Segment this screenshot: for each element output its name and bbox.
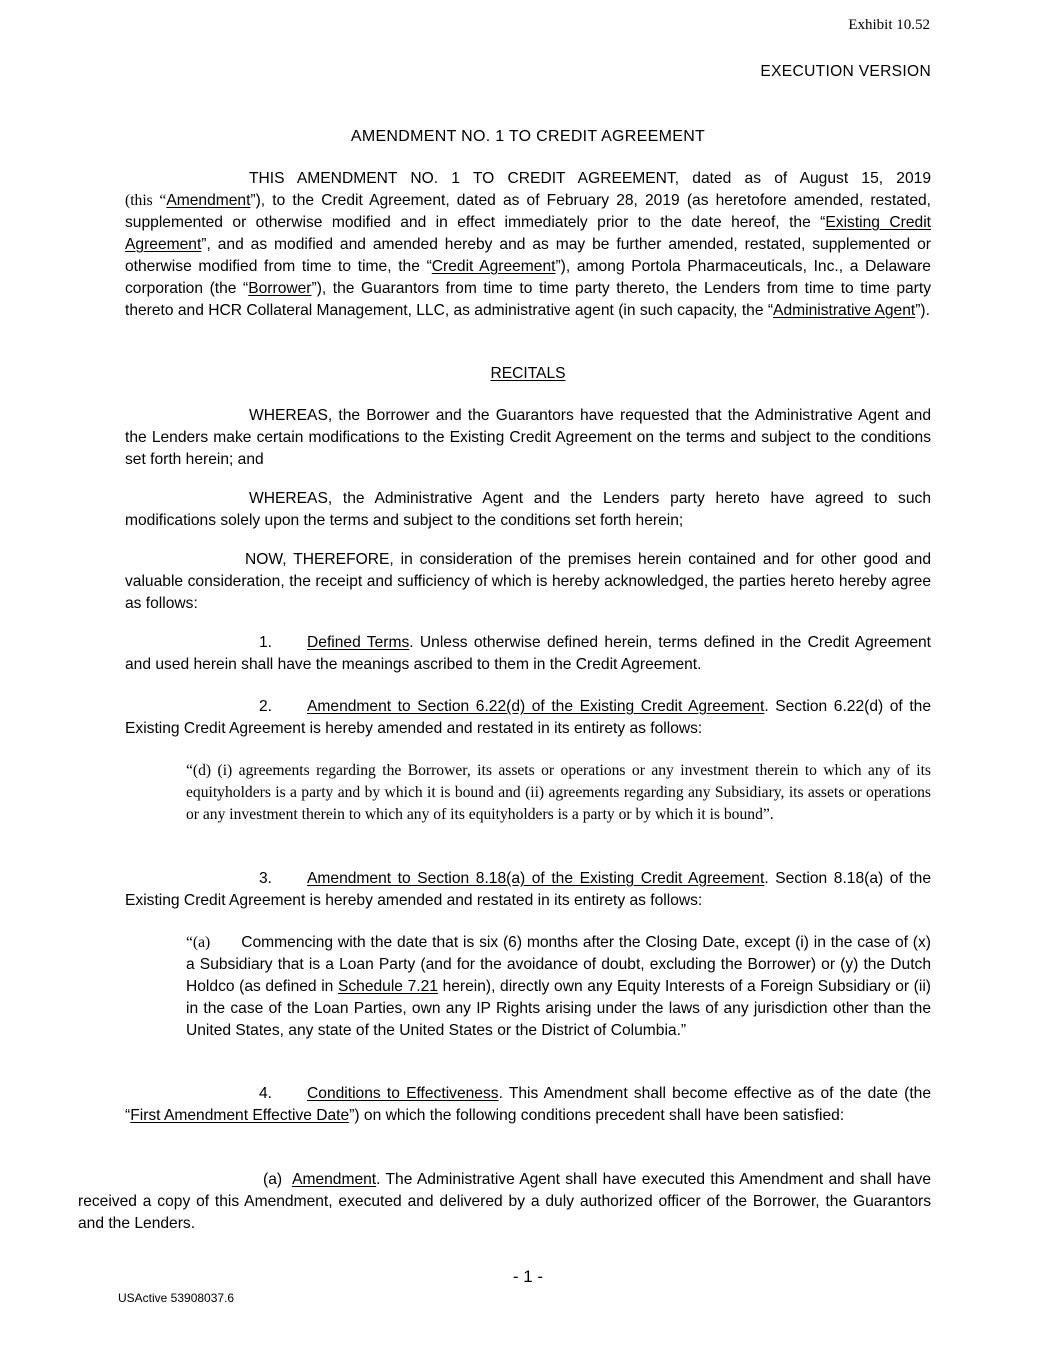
preamble-first-line: THIS AMENDMENT NO. 1 TO CREDIT AGREEMENT, dated as of August 15, 2019 — [249, 170, 931, 187]
document-title: AMENDMENT NO. 1 TO CREDIT AGREEMENT — [350, 128, 706, 145]
section-number: 4. — [259, 1085, 273, 1102]
section-body: . Unless otherwise defined herein, terms defined in the Credit Agreement and used herein shall have the meanings ascribed to them in the Credit Agreement. — [125, 634, 931, 673]
schedule-reference: Schedule 7.21 — [337, 978, 438, 995]
defined-term-credit-agreement: Credit Agreement — [431, 258, 556, 275]
quote-label: “(a) — [186, 934, 211, 951]
section-1 — [125, 632, 931, 676]
section-4a — [78, 1169, 931, 1235]
section-heading: Amendment to Section 6.22(d) of the Existing Credit Agreement — [307, 698, 765, 715]
defined-term-administrative-agent: Administrative Agent — [773, 302, 916, 319]
defined-term-amendment: Amendment — [166, 192, 251, 209]
preamble-text: ”), the Guarantors from time to time party thereto, the Lenders from time to time party thereto and HCR Collateral Management, LLC, as administrative agent (in such capacity, the “ — [125, 280, 931, 319]
section-body: ”) on which the following conditions precedent shall have been satisfied: — [349, 1107, 845, 1124]
subsection-body: . The Administrative Agent shall have executed this Amendment and shall have received a copy of this Amendment, executed and delivered by a duly authorized officer of the Borrower, the Guarantors and the Lenders. — [78, 1171, 931, 1232]
section-number: 2. — [259, 698, 273, 715]
section-3-quoted-text — [186, 932, 931, 1042]
preamble-text: ”), among Portola Pharmaceuticals, Inc., a Delaware corporation (the “ — [125, 258, 931, 297]
document-id: USActive 53908037.6 — [118, 1291, 235, 1305]
section-body: . Section 8.18(a) of the Existing Credit Agreement is hereby amended and restated in its entirety as follows: — [125, 870, 931, 909]
quote-text: herein), directly own any Equity Interests of a Foreign Subsidiary or (ii) in the case of the Loan Parties, own any IP Rights arising under the laws of any jurisdiction other than the United States, any state of the United States or the District of Columbia.” — [186, 978, 931, 1039]
section-2-quoted-text: “(d) (i) agreements regarding the Borrower, its assets or operations or any investment therein to which any of its equityholders is a party and by which it is bound and (ii) agreements regarding any Subsidiary, its assets or operations or any investment therein to which any of its equityholders is a party or by which it is bound”. — [186, 762, 931, 823]
subsection-label: (a) — [263, 1171, 283, 1188]
section-body: . Section 6.22(d) of the Existing Credit Agreement is hereby amended and restated in its entirety as follows: — [125, 698, 931, 737]
page-number: - 1 - — [512, 1267, 544, 1286]
whereas-paragraph-2: WHEREAS, the Administrative Agent and the Lenders party hereto have agreed to such modifications solely upon the terms and subject to the conditions set forth herein; — [125, 490, 931, 529]
defined-term-borrower: Borrower — [248, 280, 312, 297]
preamble-text: (this “ — [125, 192, 167, 209]
preamble-text: ”). — [915, 302, 930, 319]
section-number: 3. — [259, 870, 273, 887]
defined-term-first-amendment-effective-date: First Amendment Effective Date — [130, 1107, 350, 1124]
recitals-heading: RECITALS — [490, 365, 566, 382]
preamble-paragraph — [125, 190, 931, 322]
section-2 — [125, 696, 931, 740]
subsection-heading: Amendment — [292, 1171, 377, 1188]
now-therefore-paragraph: NOW, THEREFORE, in consideration of the premises herein contained and for other good and valuable consideration, the receipt and sufficiency of which is hereby acknowledged, the parties hereto hereby agree as follows: — [125, 551, 931, 612]
section-body: . This Amendment shall become effective as of the date (the “ — [125, 1085, 931, 1124]
section-number: 1. — [259, 634, 273, 651]
section-heading: Conditions to Effectiveness — [307, 1085, 499, 1102]
section-heading: Defined Terms — [307, 634, 410, 651]
preamble-text: ”), to the Credit Agreement, dated as of February 28, 2019 (as heretofore amended, restated, supplemented or otherwise modified and in effect immediately prior to the date hereof, the “ — [125, 192, 931, 231]
section-heading: Amendment to Section 8.18(a) of the Existing Credit Agreement — [307, 870, 765, 887]
execution-version-label: EXECUTION VERSION — [760, 63, 931, 80]
section-3 — [125, 868, 931, 912]
defined-term-existing-credit-agreement: Existing Credit Agreement — [125, 214, 932, 253]
section-4 — [125, 1083, 931, 1127]
preamble-text: ”, and as modified and amended hereby and as may be further amended, restated, supplemented or otherwise modified from time to time, the “ — [125, 236, 931, 275]
whereas-paragraph-1: WHEREAS, the Borrower and the Guarantors have requested that the Administrative Agent and the Lenders make certain modifications to the Existing Credit Agreement on the terms and subject to the conditions set forth herein; and — [125, 407, 931, 468]
exhibit-label: Exhibit 10.52 — [848, 17, 930, 33]
quote-text: Commencing with the date that is six (6) months after the Closing Date, except (i) in the case of (x) a Subsidiary that is a Loan Party (and for the avoidance of doubt, excluding the Borrower) or (y) the Dutch Holdco (as defined in — [186, 934, 931, 995]
